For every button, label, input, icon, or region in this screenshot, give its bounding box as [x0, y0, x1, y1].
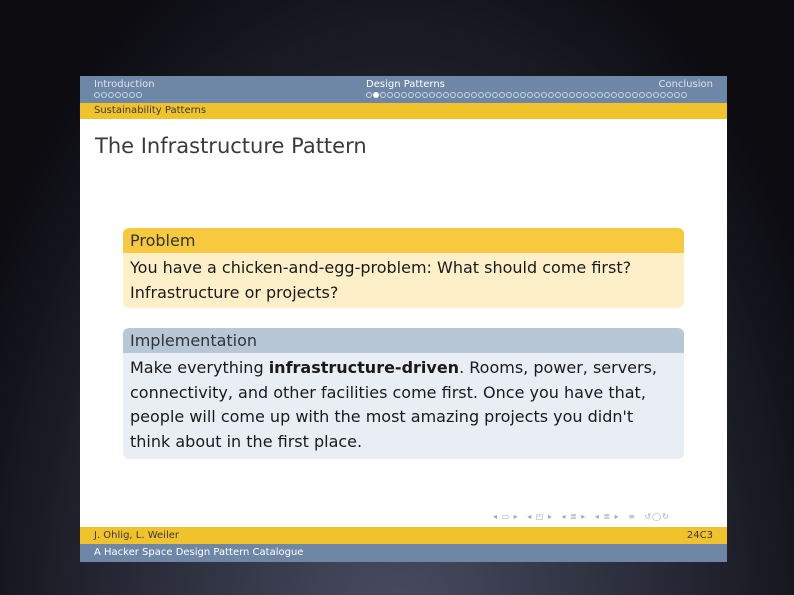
nav-frame-dot[interactable] [639, 92, 645, 98]
nav-frame-dot[interactable] [436, 92, 442, 98]
nav-frame-dot[interactable] [604, 92, 610, 98]
nav-frame-dot[interactable] [576, 92, 582, 98]
problem-block-title: Problem [123, 228, 684, 253]
nav-frame-dot[interactable] [625, 92, 631, 98]
nav-frame-dot[interactable] [548, 92, 554, 98]
section-navigation-bar [80, 76, 727, 103]
prev-section-icon[interactable]: ◂ ≣ ▸ [594, 512, 620, 521]
nav-frame-dot[interactable] [464, 92, 470, 98]
nav-frame-dot[interactable] [129, 92, 135, 98]
nav-frame-dot[interactable] [513, 92, 519, 98]
nav-frame-dot[interactable] [485, 92, 491, 98]
prev-slide-icon[interactable]: ◂ ◰ ▸ [527, 512, 553, 521]
subsection-title: Sustainability Patterns [94, 105, 207, 116]
nav-frame-dot[interactable] [115, 92, 121, 98]
nav-frame-dot[interactable] [443, 92, 449, 98]
nav-frame-dot[interactable] [492, 92, 498, 98]
nav-frame-dot[interactable] [611, 92, 617, 98]
implementation-emphasis: infrastructure-driven [268, 358, 460, 377]
nav-frame-dot[interactable] [667, 92, 673, 98]
nav-frame-dot[interactable] [101, 92, 107, 98]
implementation-block-title: Implementation [123, 328, 684, 353]
nav-frame-dot[interactable] [590, 92, 596, 98]
nav-frame-dot[interactable] [569, 92, 575, 98]
nav-frame-dot[interactable] [527, 92, 533, 98]
nav-frame-dot[interactable] [373, 92, 379, 98]
nav-frame-dot[interactable] [597, 92, 603, 98]
problem-line: You have a chicken-and-egg-problem: What should come first? [130, 258, 632, 277]
nav-frame-dot[interactable] [387, 92, 393, 98]
nav-frame-dot[interactable] [520, 92, 526, 98]
nav-frame-dot[interactable] [108, 92, 114, 98]
subsection-bar [80, 103, 727, 119]
nav-frame-dot[interactable] [408, 92, 414, 98]
nav-section-introduction[interactable] [94, 79, 155, 100]
nav-frame-dot[interactable] [429, 92, 435, 98]
nav-frame-dot[interactable] [583, 92, 589, 98]
nav-frame-dot[interactable] [618, 92, 624, 98]
nav-frame-dot[interactable] [506, 92, 512, 98]
nav-frame-dot[interactable] [555, 92, 561, 98]
problem-line: Infrastructure or projects? [130, 282, 339, 302]
nav-frame-dot[interactable] [422, 92, 428, 98]
search-icon[interactable]: ↺◯↻ [644, 512, 670, 521]
implementation-text: . Rooms, power, servers, connectivity, and other facilities come first. Once you have that, people will come up with the most amazing projects you didn't think about in the first place. [130, 358, 658, 451]
problem-block [123, 228, 684, 308]
nav-frame-dot[interactable] [366, 92, 372, 98]
footer-title-bar [80, 544, 727, 562]
implementation-block [123, 328, 684, 459]
nav-frame-dot[interactable] [534, 92, 540, 98]
nav-section-design-patterns[interactable] [366, 79, 688, 100]
nav-dots [366, 92, 688, 100]
nav-frame-dot[interactable] [653, 92, 659, 98]
problem-block-body [123, 253, 684, 308]
align-icon[interactable]: ≡ [628, 512, 636, 521]
nav-frame-dot[interactable] [471, 92, 477, 98]
footer-title: A Hacker Space Design Pattern Catalogue [94, 547, 304, 558]
nav-frame-dot[interactable] [450, 92, 456, 98]
frame-title: The Infrastructure Pattern [95, 134, 367, 158]
nav-frame-dot[interactable] [457, 92, 463, 98]
nav-frame-dot[interactable] [541, 92, 547, 98]
nav-frame-dot[interactable] [632, 92, 638, 98]
nav-frame-dot[interactable] [646, 92, 652, 98]
nav-frame-dot[interactable] [674, 92, 680, 98]
nav-frame-dot[interactable] [394, 92, 400, 98]
nav-frame-dot[interactable] [681, 92, 687, 98]
presentation-slide [80, 76, 727, 562]
nav-frame-dot[interactable] [136, 92, 142, 98]
nav-section-title[interactable]: Conclusion [658, 79, 713, 90]
nav-frame-dot[interactable] [401, 92, 407, 98]
nav-frame-dot[interactable] [122, 92, 128, 98]
nav-dots [94, 92, 155, 100]
prev-frame-icon[interactable]: ◂ ▭ ▸ [493, 512, 519, 521]
footer-event: 24C3 [686, 530, 713, 541]
nav-frame-dot[interactable] [415, 92, 421, 98]
nav-section-title[interactable]: Introduction [94, 79, 155, 90]
nav-section-title[interactable]: Design Patterns [366, 79, 445, 90]
implementation-text: Make everything [130, 358, 269, 377]
nav-frame-dot[interactable] [380, 92, 386, 98]
prev-subsection-icon[interactable]: ◂ ≣ ▸ [561, 512, 587, 521]
beamer-navigation-symbols [493, 512, 675, 521]
nav-section-conclusion[interactable] [659, 79, 714, 91]
nav-frame-dot[interactable] [478, 92, 484, 98]
nav-frame-dot[interactable] [660, 92, 666, 98]
implementation-block-body [123, 353, 684, 459]
footer-author-bar [80, 527, 727, 544]
nav-frame-dot[interactable] [499, 92, 505, 98]
nav-frame-dot[interactable] [94, 92, 100, 98]
footer-authors: J. Ohlig, L. Weiler [94, 530, 179, 541]
nav-frame-dot[interactable] [562, 92, 568, 98]
